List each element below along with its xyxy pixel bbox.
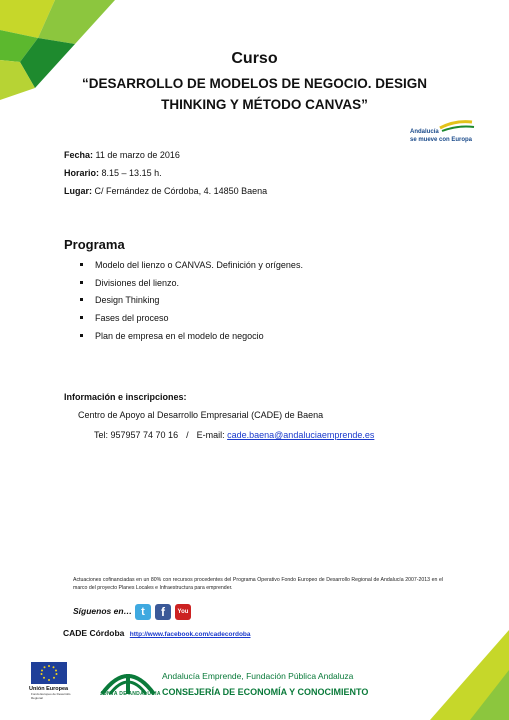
contact-separator: / xyxy=(186,430,189,440)
program-item: Design Thinking xyxy=(78,294,303,312)
program-item: Plan de empresa en el modelo de negocio xyxy=(78,330,303,348)
junta-label: JUNTA DE ANDALUCIA xyxy=(100,691,161,697)
eu-sublabel: Fondo Europeo de Desarrollo Regional xyxy=(31,692,71,700)
org-line: Andalucía Emprende, Fundación Pública Andaluza xyxy=(162,671,354,681)
email-link[interactable]: cade.baena@andaluciaemprende.es xyxy=(227,430,375,440)
contact-line xyxy=(94,430,374,440)
facebook-icon[interactable]: f xyxy=(155,604,171,620)
place-label: Lugar: xyxy=(64,186,92,196)
youtube-icon[interactable]: You xyxy=(175,604,191,620)
program-item: Divisiones del lienzo. xyxy=(78,277,303,295)
email-label: E-mail: xyxy=(196,430,225,440)
date-row xyxy=(64,150,180,160)
cade-facebook-row xyxy=(63,628,251,638)
cade-label: CADE Córdoba xyxy=(63,628,125,638)
course-title xyxy=(0,73,509,115)
course-title-line1: “DESARROLLO DE MODELOS DE NEGOCIO. DESIGN xyxy=(81,76,428,91)
time-value: 8.15 – 13.15 h. xyxy=(101,168,162,178)
ministry-line: CONSEJERÍA DE ECONOMÍA Y CONOCIMIENTO xyxy=(162,687,369,697)
date-value: 11 de marzo de 2016 xyxy=(95,150,180,160)
place-row xyxy=(64,186,267,196)
place-value: C/ Fernández de Córdoba, 4. 14850 Baena xyxy=(94,186,268,196)
program-item: Fases del proceso xyxy=(78,312,303,330)
eu-label: Unión Europea xyxy=(29,686,69,692)
twitter-icon[interactable]: t xyxy=(135,604,151,620)
program-heading: Programa xyxy=(64,237,125,252)
logo-line1: Andalucía xyxy=(410,129,439,135)
eu-flag-icon xyxy=(31,662,67,684)
program-item: Modelo del lienzo o CANVAS. Definición y orígenes. xyxy=(78,259,303,277)
time-label: Horario: xyxy=(64,168,100,178)
contact-center: Centro de Apoyo al Desarrollo Empresarial (CADE) de Baena xyxy=(78,410,324,420)
facebook-page-link[interactable]: http://www.facebook.com/cadecordoba xyxy=(129,631,251,638)
course-title-line2: THINKING Y MÉTODO CANVAS” xyxy=(161,97,368,112)
time-row xyxy=(64,168,162,178)
follow-label: Síguenos en… xyxy=(73,606,133,616)
andalucia-europa-logo xyxy=(410,118,476,150)
date-label: Fecha: xyxy=(64,150,94,160)
funding-disclaimer: Actuaciones cofinanciadas en un 80% con recursos procedentes del Programa Operativo Fondo Europeo de Desarrollo Regional de Andalucía 2007-2013 en el marco del proyecto Planes Locales e Infraestructura para emprender. xyxy=(73,577,443,591)
logo-line2: se mueve con Europa xyxy=(410,137,473,143)
contact-phone: Tel: 957957 74 70 16 xyxy=(94,430,179,440)
contact-heading: Información e inscripciones: xyxy=(64,392,187,402)
course-kind: Curso xyxy=(231,50,278,67)
program-list xyxy=(78,259,303,347)
